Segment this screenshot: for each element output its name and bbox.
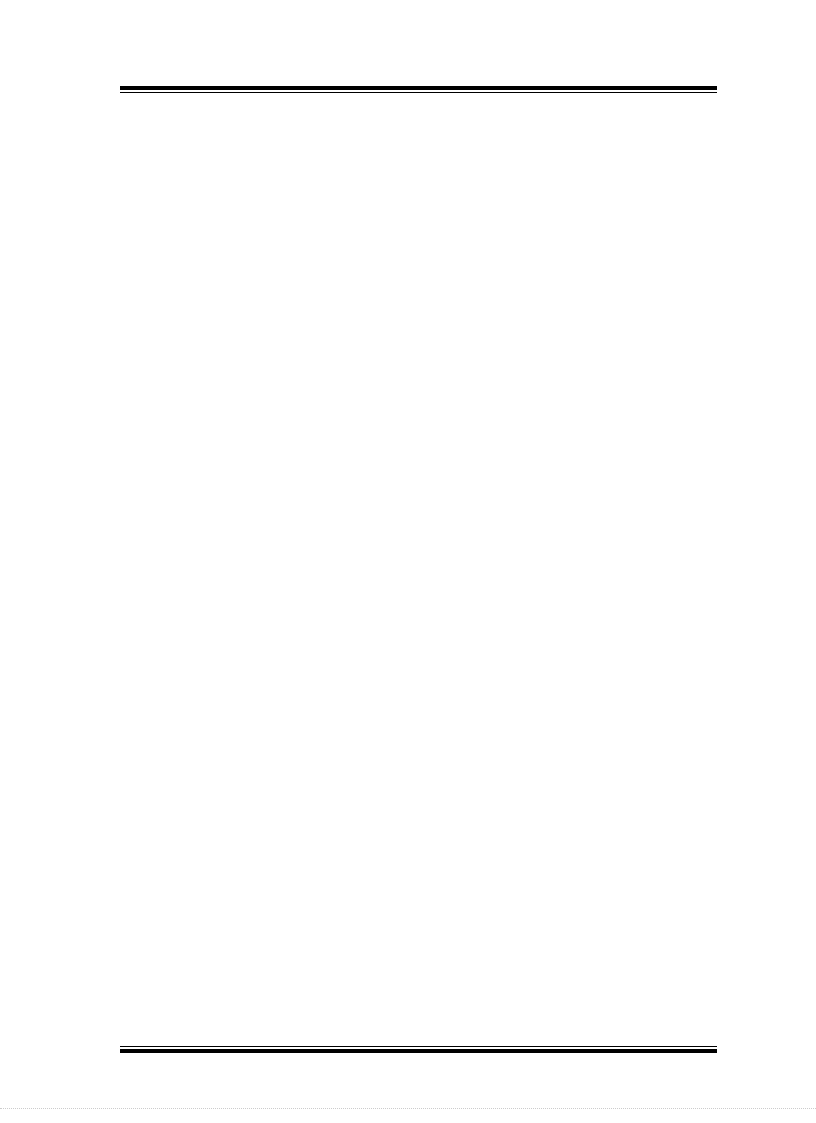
page-edge-divider [0,1108,816,1109]
header-rule-thick [120,86,717,90]
footer-rule-thin [120,1046,717,1047]
footer-rule-thick [120,1049,717,1053]
header-rule-thin [120,92,717,93]
